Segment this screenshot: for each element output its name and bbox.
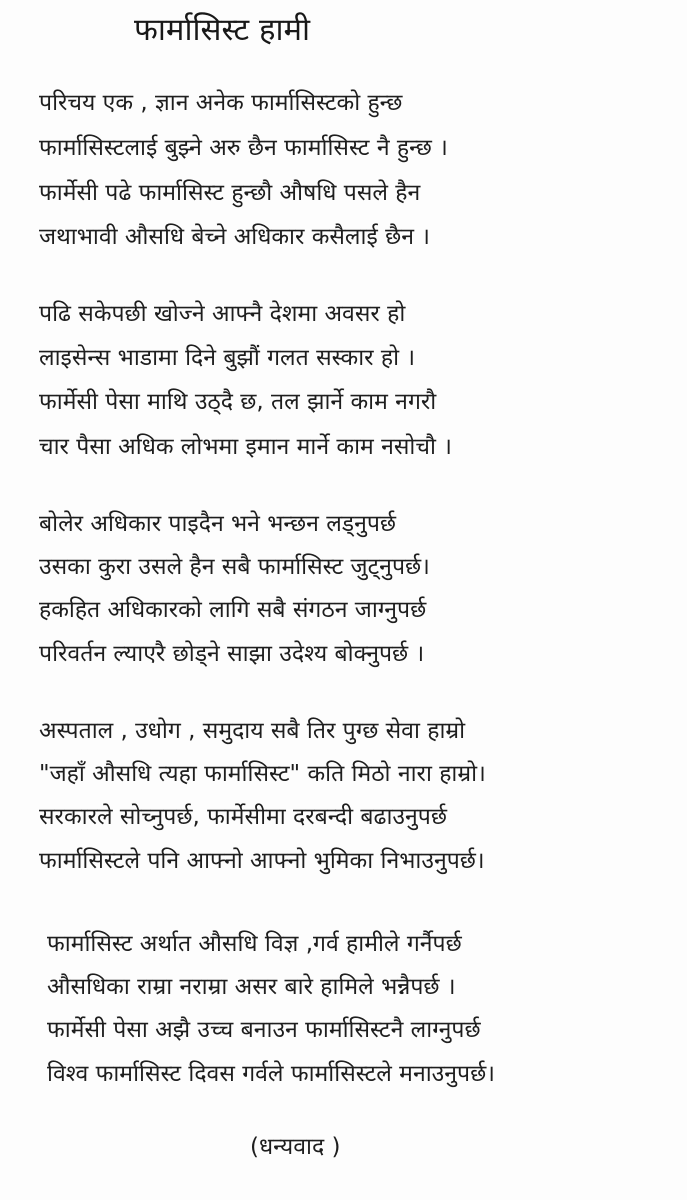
closing-thanks: (धन्यवाद ) xyxy=(250,1134,341,1160)
poem-line: बोलेर अधिकार पाइदैन भने भन्छन लड्नुपर्छ xyxy=(39,511,397,537)
poem-line: विश्व फार्मासिस्ट दिवस गर्वले फार्मासिस्टले मनाउनुपर्छ। xyxy=(47,1061,495,1087)
poem-line: फार्मासिस्टलाई बुझ्ने अरु छैन फार्मासिस्ट नै हुन्छ । xyxy=(39,135,448,161)
poem-line: फार्मेसी पेसा अझै उच्च बनाउन फार्मासिस्टनै लाग्नुपर्छ xyxy=(47,1017,481,1043)
poem-title: फार्मासिस्ट हामी xyxy=(134,12,311,48)
poem-line: "जहाँ औसधि त्यहा फार्मासिस्ट" कति मिठो नारा हाम्रो। xyxy=(39,761,486,787)
poem-line: चार पैसा अधिक लोभमा इमान मार्ने काम नसोचौ । xyxy=(39,434,452,460)
poem-line: फार्मासिस्टले पनि आफ्नो आफ्नो भुमिका निभाउनुपर्छ। xyxy=(39,848,485,874)
poem-line: उसका कुरा उसले हैन सबै फार्मासिस्ट जुट्नुपर्छ। xyxy=(39,554,430,580)
poem-line: औसधिका राम्रा नराम्रा असर बारे हामिले भन्नैपर्छ । xyxy=(47,974,456,1000)
poem-line: हकहित अधिकारको लागि सबै संगठन जाग्नुपर्छ xyxy=(39,597,427,623)
poem-line: फार्मासिस्ट अर्थात औसधि विज्ञ ,गर्व हामीले गर्नैपर्छ xyxy=(47,931,462,957)
poem-line: लाइसेन्स भाडामा दिने बुझौं गलत सस्कार हो । xyxy=(39,345,416,371)
poem-line: सरकारले सोच्नुपर्छ, फार्मेसीमा दरबन्दी बढाउनुपर्छ xyxy=(39,804,447,830)
poem-line: जथाभावी औसधि बेच्ने अधिकार कसैलाई छैन । xyxy=(39,224,431,250)
poem-line: पढि सकेपछी खोज्ने आफ्नै देशमा अवसर हो xyxy=(39,301,406,327)
poem-line: परिचय एक , ज्ञान अनेक फार्मासिस्टको हुन्छ xyxy=(39,90,403,116)
poem-line: फार्मेसी पढे फार्मासिस्ट हुन्छौ औषधि पसले हैन xyxy=(39,180,421,206)
poem-line: फार्मेसी पेसा माथि उठ्दै छ, तल झार्ने काम नगरौ xyxy=(39,389,437,415)
poem-line: अस्पताल , उधोग , समुदाय सबै तिर पुग्छ सेवा हाम्रो xyxy=(39,718,466,744)
poem-line: परिवर्तन ल्याएरै छोड्ने साझा उदेश्य बोक्नुपर्छ । xyxy=(39,641,425,667)
